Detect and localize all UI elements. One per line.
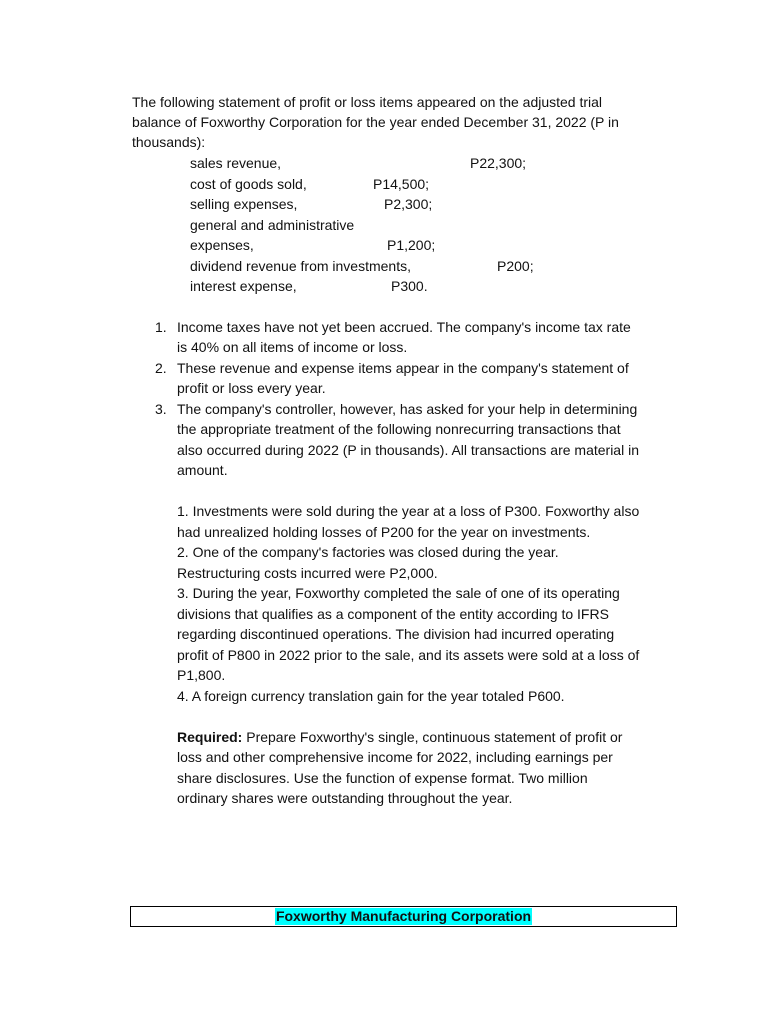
item-value: P1,200; [387,237,436,253]
table-title: Foxworthy Manufacturing Corporation [275,908,532,924]
transaction-line: P1,800. [177,667,226,683]
list-text: The company's controller, however, has asked for your help in determining [177,401,638,417]
intro-line: thousands): [132,134,206,150]
required-line: ordinary shares were outstanding throughout the year. [177,790,513,806]
transaction-line: 3. During the year, Foxworthy completed the sale of one of its operating [177,585,620,601]
transaction-line: had unrealized holding losses of P200 for the year on investments. [177,524,591,540]
list-text: Income taxes have not yet been accrued. The company's income tax rate [177,319,631,335]
list-number: 3. [155,401,167,417]
required-line: loss and other comprehensive income for 2022, including earnings per [177,749,613,765]
item-value: P14,500; [373,176,430,192]
item-value: P200; [497,258,534,274]
transaction-line: divisions that qualifies as a component of the entity according to IFRS [177,606,609,622]
intro-line: The following statement of profit or loss items appeared on the adjusted trial [132,94,603,110]
item-label: dividend revenue from investments, [190,258,411,274]
list-text: amount. [177,462,228,478]
item-label: selling expenses, [190,196,298,212]
required-line [177,727,622,747]
list-number: 1. [155,319,167,335]
list-text: the appropriate treatment of the following nonrecurring transactions that [177,421,621,437]
list-number: 2. [155,360,167,376]
statement-table-header [130,906,677,927]
required-line: share disclosures. Use the function of expense format. Two million [177,770,588,786]
item-value: P300. [391,278,428,294]
list-text: profit or loss every year. [177,380,326,396]
transaction-line: 4. A foreign currency translation gain for the year totaled P600. [177,688,565,704]
item-label: general and administrative [190,217,355,233]
transaction-line: Restructuring costs incurred were P2,000. [177,565,438,581]
item-value: P22,300; [470,155,527,171]
transaction-line: 1. Investments were sold during the year at a loss of P300. Foxworthy also [177,503,640,519]
item-label: sales revenue, [190,155,282,171]
item-label: cost of goods sold, [190,176,307,192]
required-text: Prepare Foxworthy's single, continuous statement of profit or [242,729,623,745]
item-value: P2,300; [384,196,433,212]
transaction-line: 2. One of the company's factories was closed during the year. [177,544,559,560]
item-label: expenses, [190,237,254,253]
intro-line: balance of Foxworthy Corporation for the year ended December 31, 2022 (P in [132,114,619,130]
transaction-line: regarding discontinued operations. The division had incurred operating [177,626,615,642]
list-text: also occurred during 2022 (P in thousands). All transactions are material in [177,442,639,458]
required-label: Required: [177,729,243,745]
item-label: interest expense, [190,278,297,294]
list-text: is 40% on all items of income or loss. [177,339,408,355]
transaction-line: profit of P800 in 2022 prior to the sale, and its assets were sold at a loss of [177,647,640,663]
list-text: These revenue and expense items appear in the company's statement of [177,360,629,376]
